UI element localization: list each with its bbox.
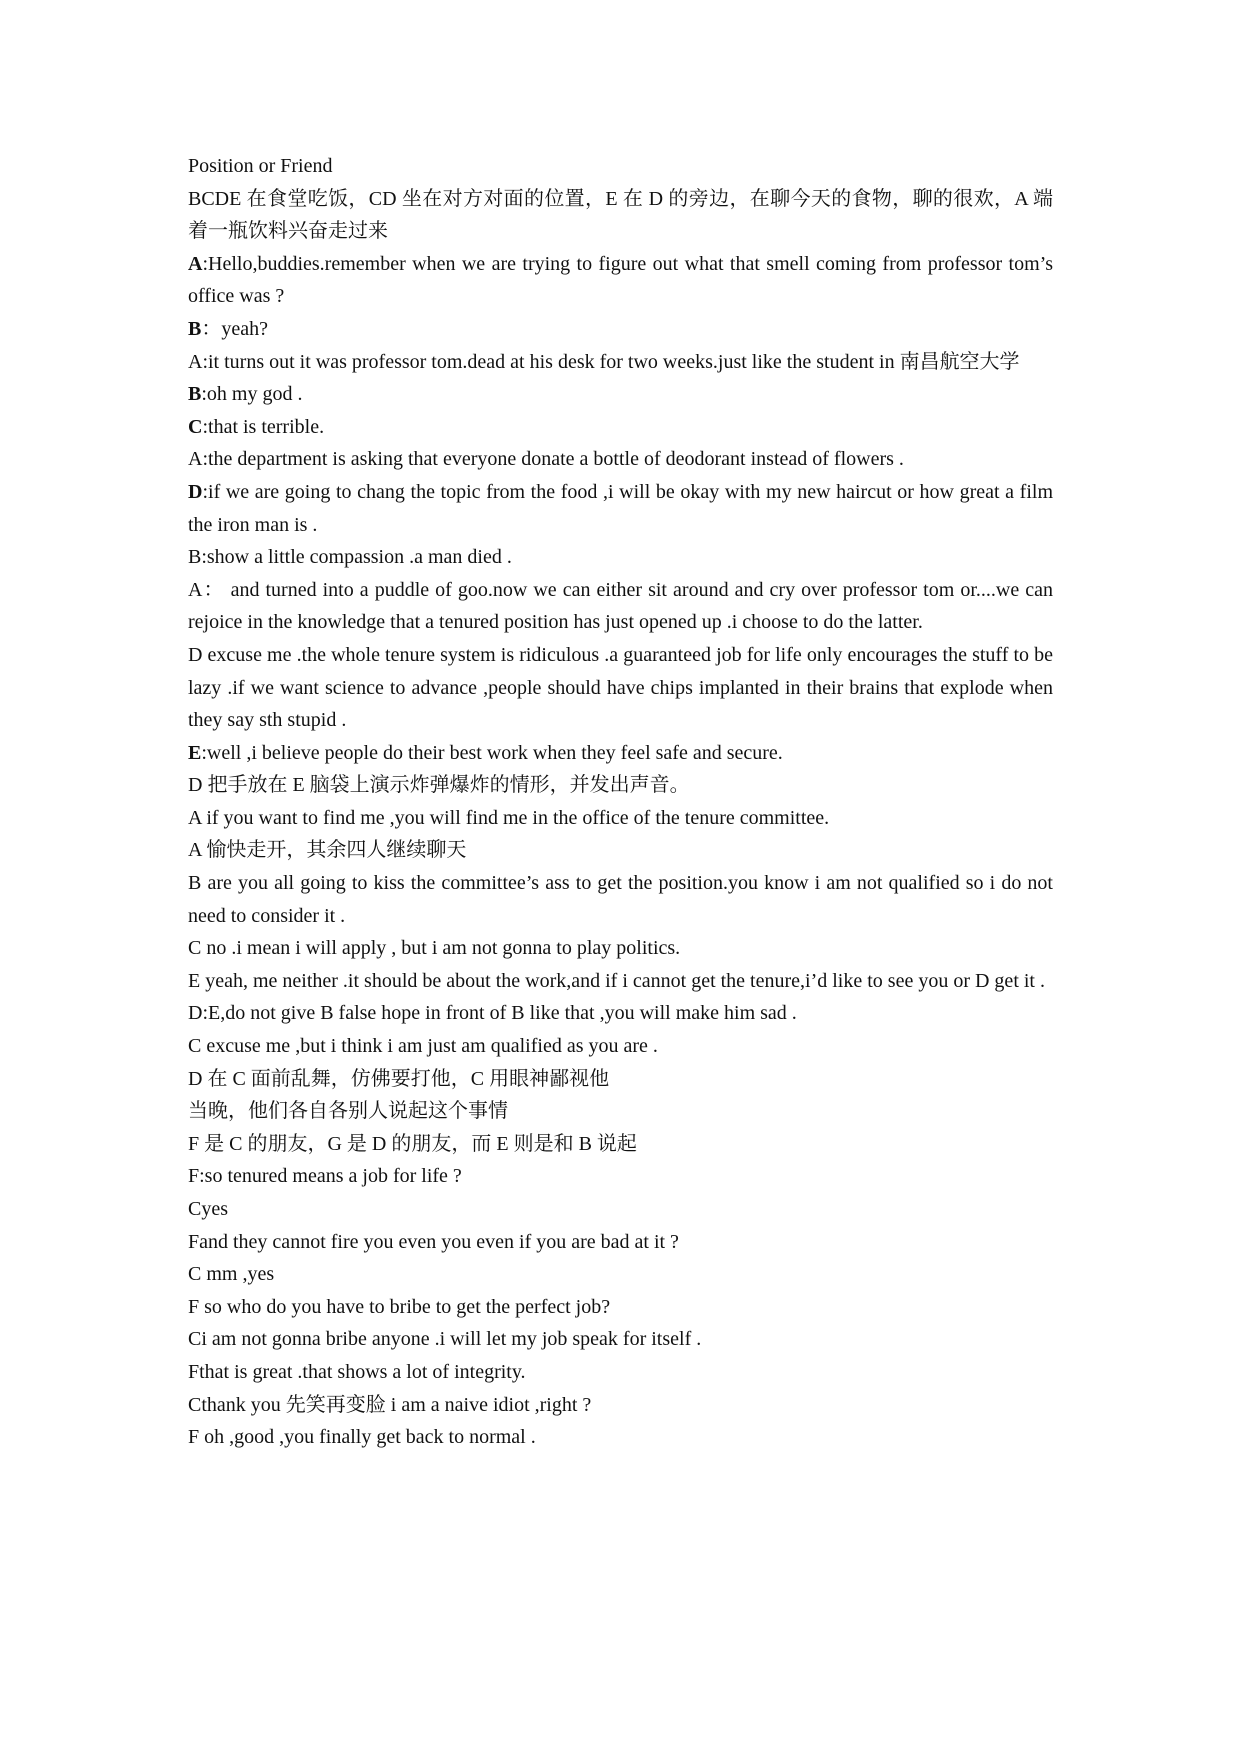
dialogue-line <box>188 443 1053 476</box>
dialogue-line <box>188 1421 1053 1454</box>
speaker-label: C <box>188 415 203 438</box>
dialogue-line <box>188 834 1053 867</box>
line-text: Cyes <box>188 1198 228 1220</box>
line-text: Cthank you 先笑再变脸 i am a naive idiot ,right ? <box>188 1393 592 1416</box>
line-text: Fand they cannot fire you even you even if you are bad at it ? <box>188 1230 679 1253</box>
line-text: C mm ,yes <box>188 1263 275 1286</box>
dialogue-line <box>188 1128 1053 1161</box>
speaker-label: A <box>188 252 203 275</box>
line-text: B are you all going to kiss the committee’s ass to get the position.you know i am not qualified so i do not need to consider it . <box>188 872 1053 927</box>
dialogue-line <box>188 1291 1053 1324</box>
dialogue-line <box>188 867 1053 932</box>
line-text: A 愉快走开，其余四人继续聊天 <box>188 839 467 862</box>
dialogue-line <box>188 737 1053 770</box>
dialogue-line <box>188 1226 1053 1259</box>
line-text: E yeah, me neither .it should be about the work,and if i cannot get the tenure,i’d like to see you or D get it . <box>188 969 1045 992</box>
speaker-label: E <box>188 741 202 764</box>
line-text: D 把手放在 E 脑袋上演示炸弹爆炸的情形，并发出声音。 <box>188 774 690 797</box>
line-text: Fthat is great .that shows a lot of integrity. <box>188 1360 526 1383</box>
dialogue-line <box>188 1063 1053 1096</box>
speaker-label: D <box>188 480 203 503</box>
line-text: :well ,i believe people do their best work when they feel safe and secure. <box>201 741 783 764</box>
line-text: BCDE 在食堂吃饭，CD 坐在对方对面的位置，E 在 D 的旁边，在聊今天的食物，聊的很欢，A 端着一瓶饮料兴奋走过来 <box>188 187 1053 243</box>
line-text: A:it turns out it was professor tom.dead at his desk for two weeks.just like the student in 南昌航空大学 <box>188 350 1020 373</box>
line-text: A： and turned into a puddle of goo.now we can either sit around and cry over professor tom or....we can rejoice in the knowledge that a tenured position has just opened up .i choose to do the latter. <box>188 578 1053 634</box>
dialogue-line <box>188 769 1053 802</box>
line-text: :Hello,buddies.remember when we are trying to figure out what that smell coming from professor tom’s office was ? <box>188 252 1053 308</box>
line-text: :that is terrible. <box>202 415 325 438</box>
dialogue-line <box>188 574 1053 639</box>
dialogue-body <box>188 183 1053 1454</box>
line-text: 当晚，他们各自各别人说起这个事情 <box>188 1100 508 1123</box>
dialogue-line <box>188 1030 1053 1063</box>
dialogue-line <box>188 1356 1053 1389</box>
line-text: Ci am not gonna bribe anyone .i will let my job speak for itself . <box>188 1328 702 1351</box>
line-text: F oh ,good ,you finally get back to normal . <box>188 1426 536 1449</box>
dialogue-line <box>188 932 1053 965</box>
line-text: C no .i mean i will apply , but i am not gonna to play politics. <box>188 937 681 960</box>
line-text: F 是 C 的朋友，G 是 D 的朋友，而 E 则是和 B 说起 <box>188 1132 637 1155</box>
dialogue-line <box>188 1323 1053 1356</box>
dialogue-line <box>188 248 1053 313</box>
dialogue-line <box>188 997 1053 1030</box>
line-text: C excuse me ,but i think i am just am qualified as you are . <box>188 1035 658 1058</box>
dialogue-line <box>188 1389 1053 1422</box>
line-text: B:show a little compassion .a man died . <box>188 546 512 569</box>
line-text: F so who do you have to bribe to get the perfect job? <box>188 1295 611 1318</box>
speaker-label: B <box>188 383 202 406</box>
speaker-label: B <box>188 317 202 340</box>
dialogue-line <box>188 411 1053 444</box>
dialogue-line <box>188 1095 1053 1128</box>
line-text: D:E,do not give B false hope in front of B like that ,you will make him sad . <box>188 1002 797 1025</box>
dialogue-line <box>188 346 1053 379</box>
dialogue-line <box>188 1193 1053 1226</box>
dialogue-line <box>188 313 1053 346</box>
dialogue-line <box>188 378 1053 411</box>
line-text: D 在 C 面前乱舞，仿佛要打他，C 用眼神鄙视他 <box>188 1067 610 1090</box>
dialogue-line <box>188 183 1053 248</box>
dialogue-line <box>188 1258 1053 1291</box>
dialogue-line <box>188 639 1053 737</box>
dialogue-line <box>188 476 1053 541</box>
document-title: Position or Friend <box>188 155 333 177</box>
line-text: A if you want to find me ,you will find me in the office of the tenure committee. <box>188 806 830 829</box>
line-text: :if we are going to chang the topic from the food ,i will be okay with my new haircut or how great a film the iron man is . <box>188 480 1053 536</box>
line-text: F:so tenured means a job for life ? <box>188 1165 462 1188</box>
dialogue-line <box>188 802 1053 835</box>
line-text: :oh my god . <box>201 383 303 406</box>
document-page <box>188 150 1053 1454</box>
line-text: D excuse me .the whole tenure system is ridiculous .a guaranteed job for life only encourages the stuff to be lazy .if we want science to advance ,people should have chips implanted in their brains that explode when they say sth stupid . <box>188 643 1053 732</box>
dialogue-line <box>188 541 1053 574</box>
dialogue-line <box>188 965 1053 998</box>
line-text: ：yeah? <box>201 317 268 340</box>
line-text: A:the department is asking that everyone donate a bottle of deodorant instead of flowers . <box>188 448 904 471</box>
dialogue-line <box>188 1160 1053 1193</box>
